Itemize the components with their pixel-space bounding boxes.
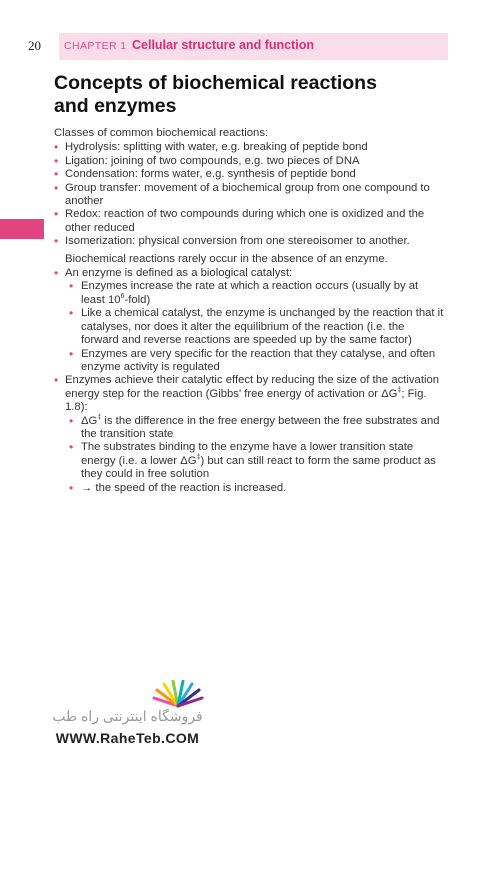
superscript: ‡ [97,413,102,421]
list-item-text: Ligation: joining of two compounds, e.g. two pieces of DNA [65,154,360,167]
list-item-text: Enzymes achieve their catalytic effect by reducing the size of the activation energy step for the reaction (Gibbs' free energy of activation or ΔG [65,374,440,400]
superscript: ‡ [196,453,201,461]
list-item-text: Enzymes are very specific for the reaction that they catalyse, and often enzyme activity is regulated [81,347,436,373]
list-item [54,374,444,495]
bullet-dot-icon: • [54,207,59,222]
sub-list-item [67,415,444,442]
book-fan-logo-icon [148,680,208,708]
bullet-dot-icon: • [69,440,74,455]
list-item-text: Group transfer: movement of a biochemical group from one compound to another [65,181,430,208]
intro-text: Classes of common biochemical reactions: [54,127,269,139]
watermark-url: WWW.RaheTeb.COM [55,730,200,746]
list-item-text: ) but can still react to form the same product as they could in free solution [81,454,436,481]
bullet-dot-icon: • [69,306,74,321]
list-item-text: -fold) [124,293,151,306]
list-item [54,168,444,181]
list-item-text: Isomerization: physical conversion from one stereoisomer to another. [65,235,410,248]
list-item [54,141,444,154]
sub-list-item [67,348,444,375]
superscript: ‡ [397,386,402,394]
bullet-dot-icon: • [69,480,74,495]
list-item-text: Like a chemical catalyst, the enzyme is unchanged by the reaction that it catalyses, nor does it alter the equilibrium of the reaction (i.e. the forward and reverse reactions are speeded up by the same factor) [81,307,444,347]
bullet-dot-icon: • [69,413,74,428]
page-title-line-2: and enzymes [54,95,177,117]
enzyme-list [54,267,444,495]
sub-list-item [67,482,444,495]
list-item-text: An enzyme is defined as a biological catalyst: [65,267,293,280]
watermark [40,680,220,750]
list-item [54,155,444,168]
list-item-text: Hydrolysis: splitting with water, e.g. breaking of peptide bond [65,141,368,154]
reaction-classes-list [54,141,444,248]
list-item [54,235,444,248]
list-item [54,267,444,374]
bullet-dot-icon: • [54,167,59,182]
bullet-dot-icon: • [69,346,74,361]
list-item-text: ; Fig. 1.8): [65,387,427,414]
chapter-label: CHAPTER 1 [64,40,127,52]
bullet-dot-icon: • [54,373,59,388]
bullet-dot-icon: • [54,234,59,249]
main-content [54,72,444,495]
list-item [54,208,444,235]
activation-sub-list [67,415,444,495]
bullet-dot-icon: • [54,266,59,281]
list-item-text: Condensation: forms water, e.g. synthesis of peptide bond [65,168,356,181]
list-item [54,182,444,209]
running-head [28,33,448,60]
sub-list-item [67,307,444,347]
list-item-text: ΔG [81,414,98,427]
superscript: 6 [120,293,125,301]
list-item-text: → the speed of the reaction is increased. [81,481,287,494]
bullet-dot-icon: • [69,279,74,294]
sub-list-item [67,280,444,307]
list-item-text: The substrates binding to the enzyme have a lower transition state energy (i.e. a lower ΔG [81,441,414,467]
list-item-text: is the difference in the free energy between the free substrates and the transition state [81,414,440,440]
page-title [54,72,444,118]
body-paragraph: Biochemical reactions rarely occur in the absence of an enzyme. [65,252,388,265]
chapter-thumb-tab [0,219,44,239]
bullet-dot-icon: • [54,180,59,195]
enzyme-sub-list [67,280,444,374]
chapter-title: Cellular structure and function [132,38,314,52]
page-number: 20 [28,38,41,53]
bullet-dot-icon: • [54,153,59,168]
page-title-line-1: Concepts of biochemical reactions [54,72,377,94]
bullet-dot-icon: • [54,140,59,155]
watermark-text: فروشگاه اینترنتی راه طب [52,708,203,724]
list-item-text: Redox: reaction of two compounds during which one is oxidized and the other reduced [65,208,425,234]
list-item-text: Enzymes increase the rate at which a reaction occurs (usually by at least 10 [81,280,419,306]
chapter-header-band [59,33,448,60]
sub-list-item [67,441,444,481]
